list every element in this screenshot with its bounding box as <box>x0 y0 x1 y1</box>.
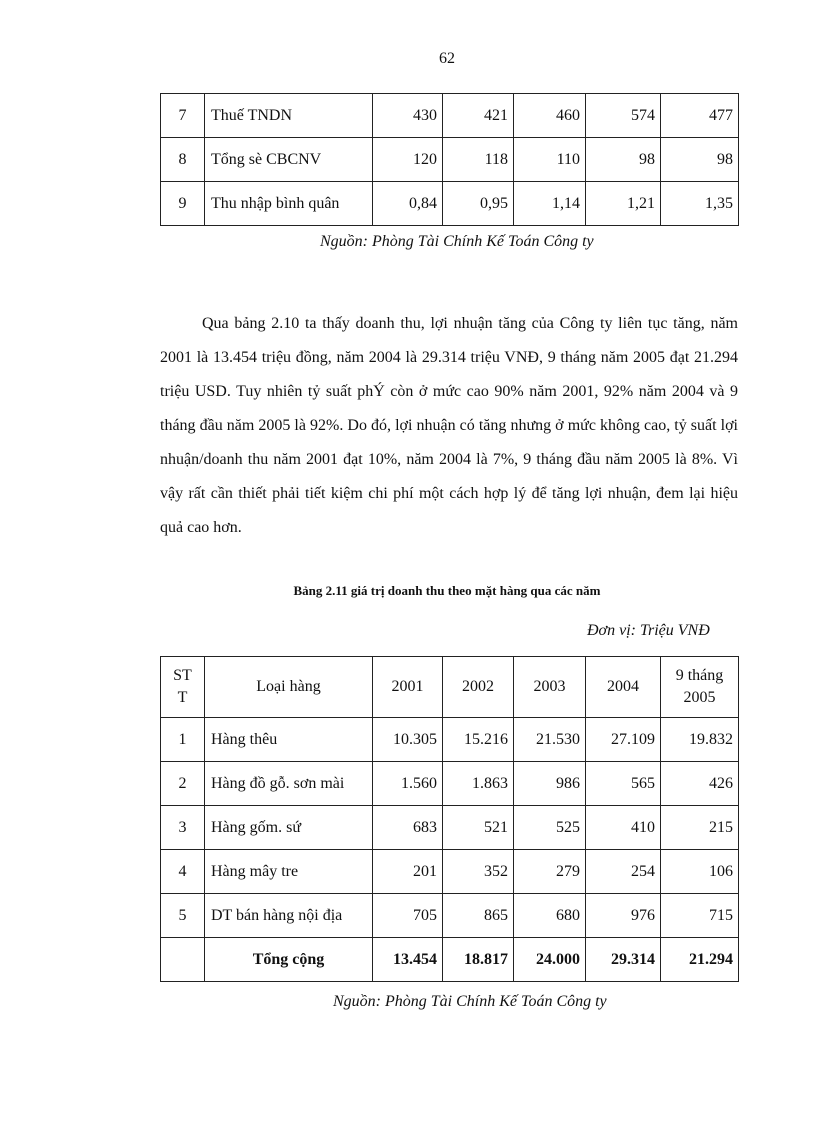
cell-2005: 215 <box>661 806 739 850</box>
header-year-2003: 2003 <box>514 657 586 718</box>
cell-2002: 1.863 <box>443 762 514 806</box>
source-note-top: Nguồn: Phòng Tài Chính Kế Toán Công ty <box>320 233 594 250</box>
row-label: DT bán hàng nội địa <box>205 894 373 938</box>
cell-2002: 521 <box>443 806 514 850</box>
table-header-row <box>161 657 739 718</box>
row-label: Thuế TNDN <box>205 94 373 138</box>
cell-2004: 410 <box>586 806 661 850</box>
table-row <box>161 850 739 894</box>
unit-note: Đơn vị: Triệu VNĐ <box>587 622 710 639</box>
cell-2003: 986 <box>514 762 586 806</box>
cell-2001: 120 <box>373 138 443 182</box>
cell-2002: 15.216 <box>443 718 514 762</box>
header-last-line1: 9 tháng <box>675 667 724 684</box>
table-row <box>161 182 739 226</box>
table-caption: Bảng 2.11 giá trị doanh thu theo mặt hàng qua các năm <box>293 583 601 598</box>
header-stt <box>161 657 205 718</box>
table-row <box>161 718 739 762</box>
total-2002: 18.817 <box>443 938 514 982</box>
row-stt: 5 <box>161 894 205 938</box>
cell-2002: 421 <box>443 94 514 138</box>
table-revenue-by-product <box>160 656 739 982</box>
total-2001: 13.454 <box>373 938 443 982</box>
cell-2004: 254 <box>586 850 661 894</box>
cell-2005: 19.832 <box>661 718 739 762</box>
table-financial-continued <box>160 93 739 226</box>
cell-2003: 1,14 <box>514 182 586 226</box>
total-2004: 29.314 <box>586 938 661 982</box>
cell-2005: 477 <box>661 94 739 138</box>
page-number: 62 <box>439 50 455 67</box>
row-stt: 4 <box>161 850 205 894</box>
row-stt: 9 <box>161 182 205 226</box>
paragraph-text: Qua bảng 2.10 ta thấy doanh thu, lợi nhuận tăng của Công ty liên tục tăng, năm 2001 là 13.454 triệu đồng, năm 2004 là 29.314 triệu VNĐ, 9 tháng năm 2005 đạt 21.294 triệu USD. Tuy nhiên tỷ suất phÝ còn ở mức cao 90% năm 2001, 92% năm 2004 và 9 tháng đầu năm 2005 là 92%. Do đó, lợi nhuận có tăng nhưng ở mức không cao, tỷ suất lợi nhuận/doanh thu năm 2001 đạt 10%, năm 2004 là 7%, 9 tháng đầu năm 2005 là 8%. Vì vậy rất cần thiết phải tiết kiệm chi phí một cách hợp lý để tăng lợi nhuận, đem lại hiệu quả cao hơn. <box>160 315 738 536</box>
header-year-2004: 2004 <box>586 657 661 718</box>
cell-2001: 683 <box>373 806 443 850</box>
cell-2002: 118 <box>443 138 514 182</box>
table-total-row <box>161 938 739 982</box>
cell-2001: 430 <box>373 94 443 138</box>
cell-2001: 10.305 <box>373 718 443 762</box>
header-year-2001: 2001 <box>373 657 443 718</box>
header-product-type: Loại hàng <box>205 657 373 718</box>
cell-2004: 976 <box>586 894 661 938</box>
cell-2003: 21.530 <box>514 718 586 762</box>
header-year-2002: 2002 <box>443 657 514 718</box>
row-label: Hàng đồ gỗ. sơn mài <box>205 762 373 806</box>
table-row <box>161 894 739 938</box>
header-stt-line2: T <box>177 689 188 706</box>
cell-2005: 106 <box>661 850 739 894</box>
table-row <box>161 806 739 850</box>
cell-2003: 460 <box>514 94 586 138</box>
cell-2002: 0,95 <box>443 182 514 226</box>
cell-2003: 110 <box>514 138 586 182</box>
cell-2005: 1,35 <box>661 182 739 226</box>
table-row <box>161 94 739 138</box>
cell-2001: 201 <box>373 850 443 894</box>
row-stt: 3 <box>161 806 205 850</box>
row-stt: 7 <box>161 94 205 138</box>
cell-2004: 98 <box>586 138 661 182</box>
cell-2003: 279 <box>514 850 586 894</box>
table-row <box>161 138 739 182</box>
header-9-months-2005 <box>661 657 739 718</box>
row-stt: 1 <box>161 718 205 762</box>
cell-2004: 1,21 <box>586 182 661 226</box>
total-2003: 24.000 <box>514 938 586 982</box>
body-paragraph <box>160 307 738 545</box>
cell-2005: 98 <box>661 138 739 182</box>
row-label: Tổng sè CBCNV <box>205 138 373 182</box>
cell-2004: 574 <box>586 94 661 138</box>
row-label: Hàng mây tre <box>205 850 373 894</box>
row-label: Hàng gốm. sứ <box>205 806 373 850</box>
row-label: Thu nhập bình quân <box>205 182 373 226</box>
header-stt-line1: ST <box>173 667 192 684</box>
cell-2002: 865 <box>443 894 514 938</box>
cell-2005: 426 <box>661 762 739 806</box>
row-stt: 8 <box>161 138 205 182</box>
cell-2003: 525 <box>514 806 586 850</box>
cell-2004: 27.109 <box>586 718 661 762</box>
cell-2001: 705 <box>373 894 443 938</box>
row-label: Hàng thêu <box>205 718 373 762</box>
cell-2001: 0,84 <box>373 182 443 226</box>
cell-2003: 680 <box>514 894 586 938</box>
total-stt-empty <box>161 938 205 982</box>
header-last-line2: 2005 <box>683 689 716 706</box>
row-stt: 2 <box>161 762 205 806</box>
total-2005: 21.294 <box>661 938 739 982</box>
table-row <box>161 762 739 806</box>
source-note-bottom: Nguồn: Phòng Tài Chính Kế Toán Công ty <box>333 993 607 1010</box>
cell-2002: 352 <box>443 850 514 894</box>
cell-2005: 715 <box>661 894 739 938</box>
cell-2004: 565 <box>586 762 661 806</box>
cell-2001: 1.560 <box>373 762 443 806</box>
total-label: Tổng cộng <box>205 938 373 982</box>
